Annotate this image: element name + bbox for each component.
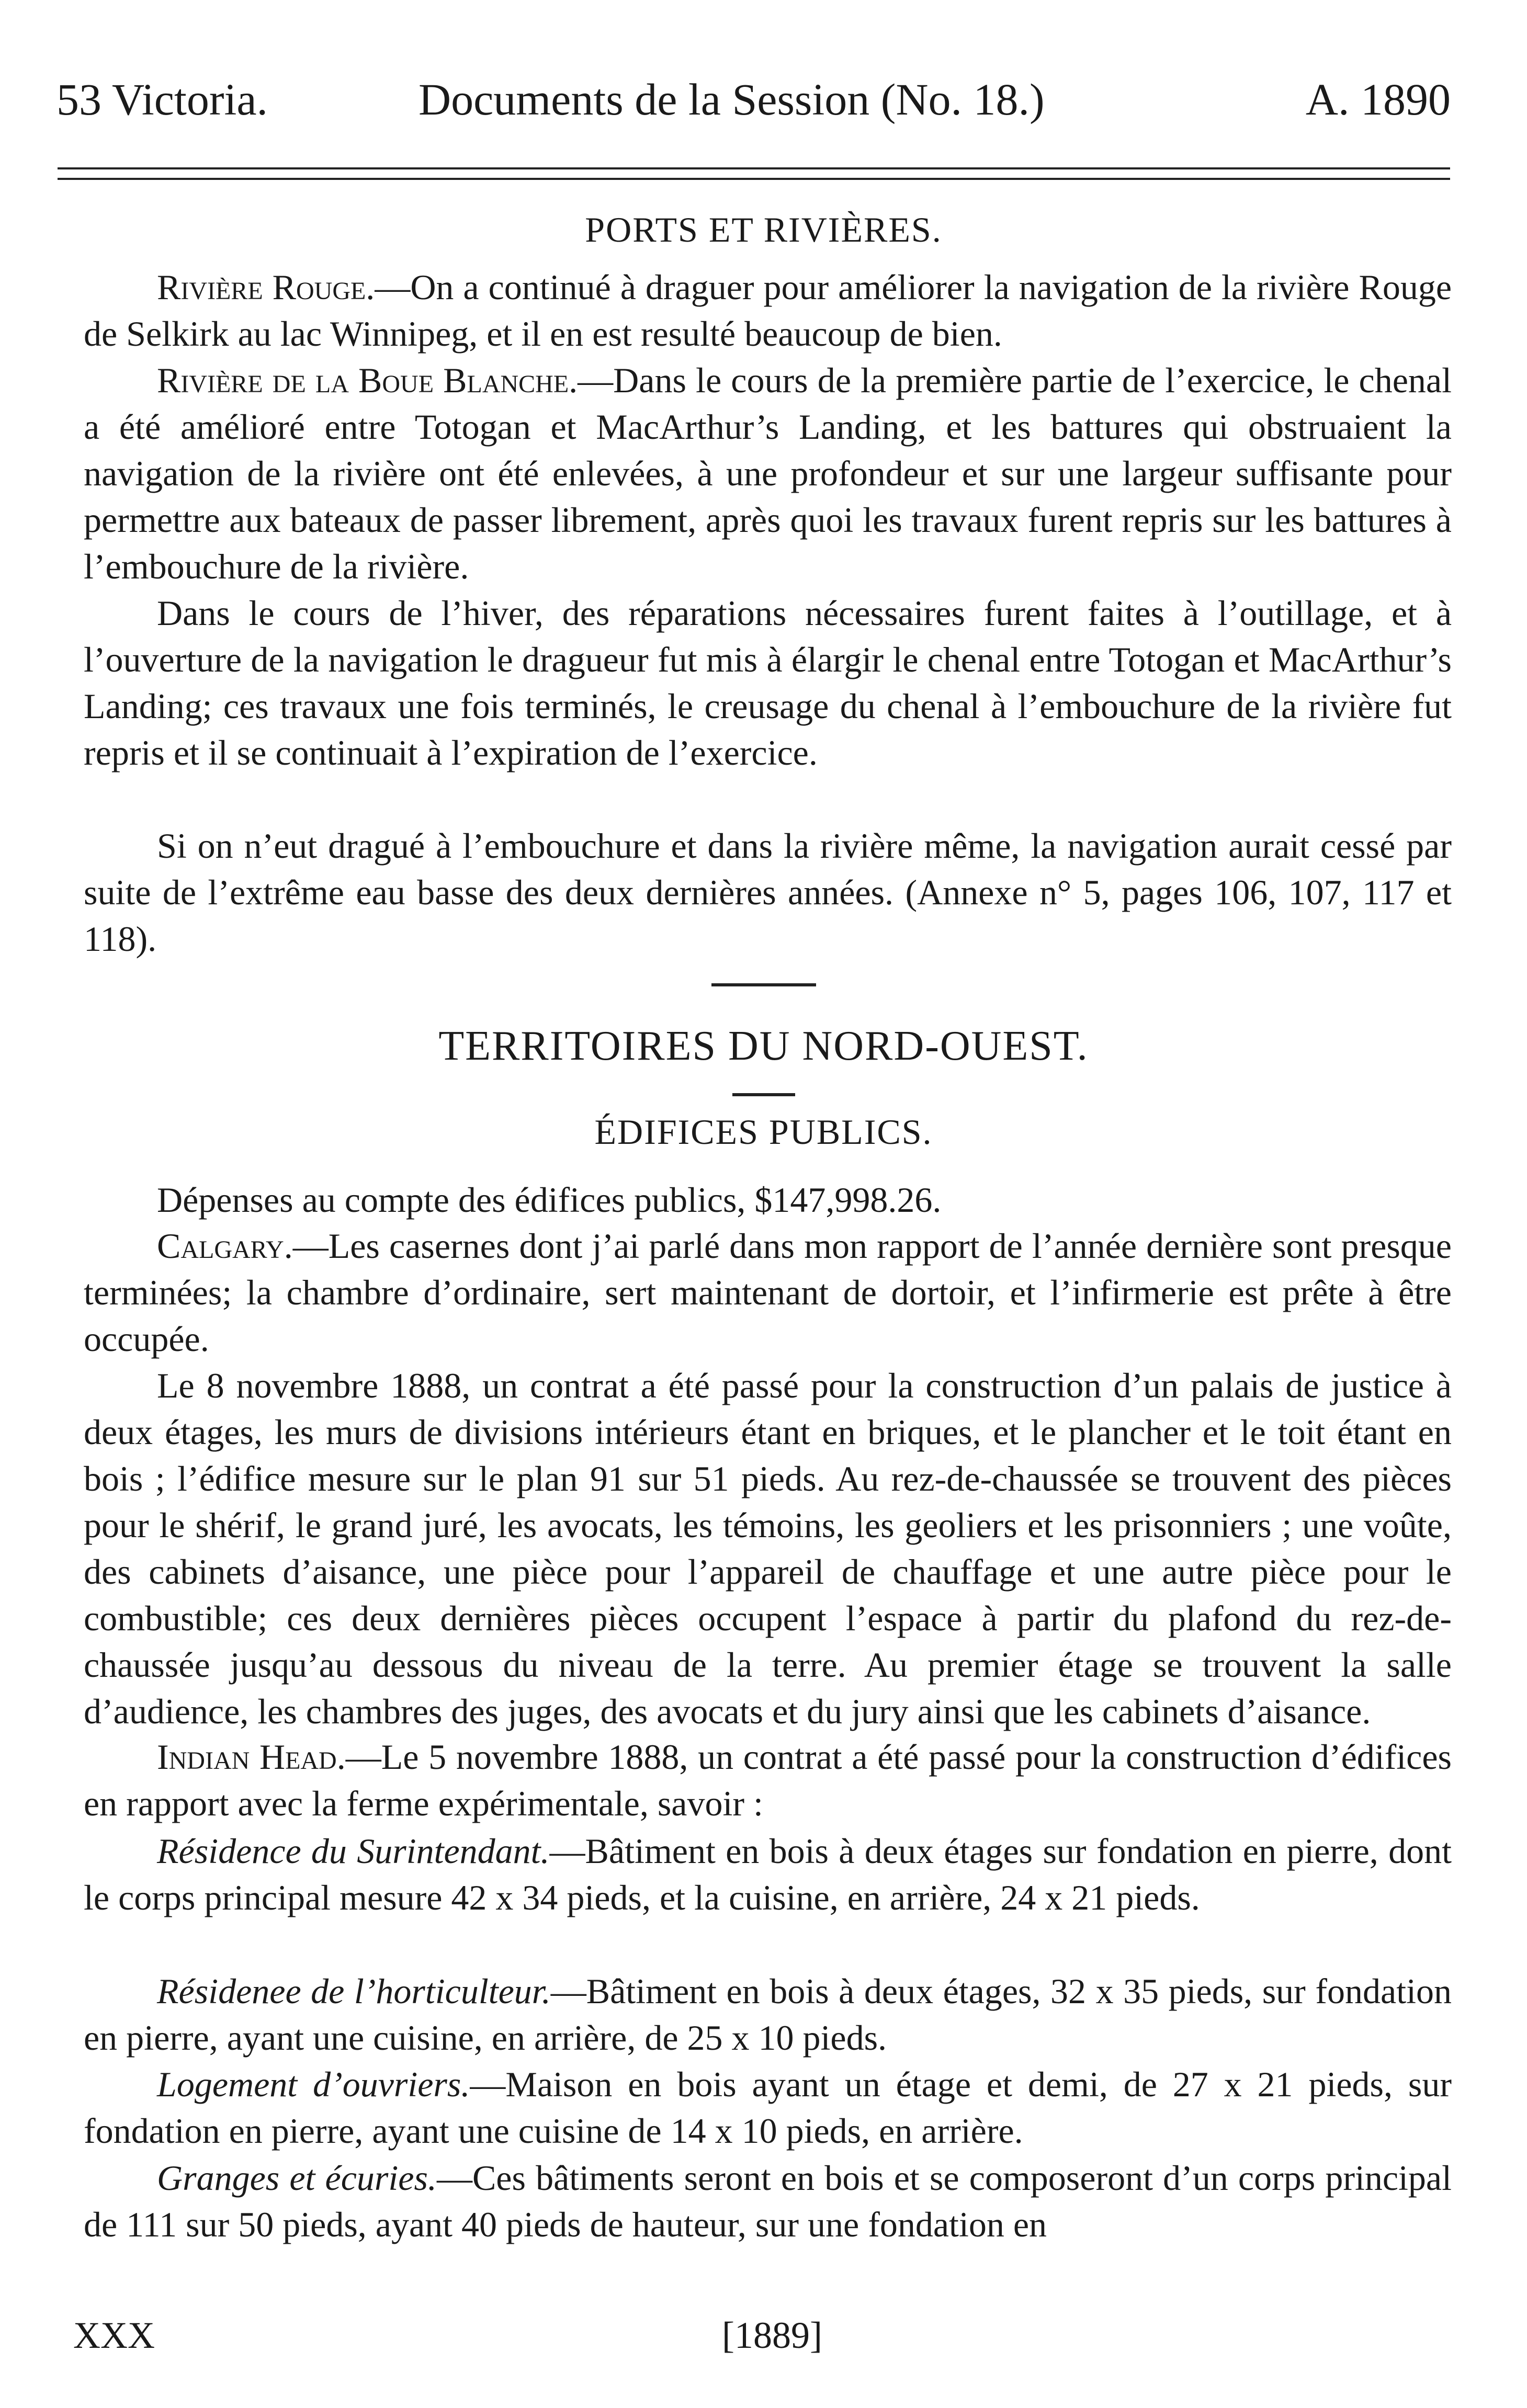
header-rule-bottom <box>58 178 1450 180</box>
page-header <box>56 71 1451 128</box>
paragraph-riviere-rouge <box>84 264 1452 357</box>
paragraph-text: —Dans le cours de la première partie de l’exercice, le chenal a été amélioré entre Totogan et MacArthur’s Landing, et les battures qui obstruaient la navigation de la rivière ont été enlevées, à une profondeur et sur une largeur suffisante pour permettre aux bateaux de passer librement, après quoi les travaux furent repris sur les battures à l’embouchure de la rivière. <box>84 360 1452 586</box>
paragraph-text: —Bâtiment en bois à deux étages, 32 x 35 pieds, sur fondation en pierre, ayant une cuisine, en arrière, de 25 x 10 pieds. <box>84 1971 1452 2058</box>
paragraph-residence-surintendant <box>84 1828 1452 1921</box>
paragraph-contrat-palais: Le 8 novembre 1888, un contrat a été passé pour la construction d’un palais de justice à deux étages, les murs de divisions intérieurs étant en briques, et le plancher et le toit étant en bois ; l’édifice mesure sur le plan 91 sur 51 pieds. Au rez-de-chaussée se trouvent des pièces pour le shérif, le grand juré, les avocats, les témoins, les geoliers et les prisonniers ; une voûte, des cabinets d’aisance, une pièce pour l’appareil de chauffage et une autre pièce pour le combustible; ces deux dernières pièces occupent l’espace à partir du plafond du rez-de-chaussée jusqu’au dessous du niveau de la terre. Au premier étage se trouvent la salle d’audience, les chambres des juges, des avocats et du jury ainsi que les cabinets d’aisance. <box>84 1366 1452 1731</box>
paragraph-granges <box>84 2155 1452 2248</box>
header-volume: 53 Victoria. <box>56 74 268 124</box>
run-in-head: Granges et écuries. <box>157 2158 437 2198</box>
paragraph-text: —Le 5 novembre 1888, un contrat a été passé pour la construction d’édifices en rapport avec la ferme expérimentale, savoir : <box>84 1737 1452 1823</box>
paragraph-boue-blanche <box>84 357 1452 590</box>
paragraph-text: —Les casernes dont j’ai parlé dans mon rapport de l’année dernière sont presque terminées; la chambre d’ordinaire, sert maintenant de dortoir, et l’infirmerie est prête à être occupée. <box>84 1226 1452 1359</box>
paragraph-text: —Ces bâtiments seront en bois et se composeront d’un corps principal de 111 sur 50 pieds, ayant 40 pieds de hauteur, sur une fondation en <box>84 2158 1452 2244</box>
paragraph-depenses: Dépenses au compte des édifices publics, $147,998.26. <box>157 1180 942 1220</box>
paragraph-dragage: Si on n’eut dragué à l’embouchure et dans la rivière même, la navigation aurait cessé par suite de l’extrême eau basse des deux dernières années. (Annexe n° 5, pages 106, 107, 117 et 118). <box>84 826 1452 959</box>
footer-signature: XXX <box>73 2314 155 2356</box>
run-in-head: Rivière Rouge. <box>157 267 375 307</box>
paragraph-hiver: Dans le cours de l’hiver, des réparations nécessaires furent faites à l’outillage, et à l’ouverture de la navigation le dragueur fut mis à élargir le chenal entre Totogan et MacArthur’s Landing; ces travaux une fois terminés, le creusage du chenal à l’embouchure de la rivière fut repris et il se continuait à l’expiration de l’exercice. <box>84 593 1452 773</box>
paragraph-logement-ouvriers <box>84 2061 1452 2154</box>
footer-year: [1889] <box>722 2314 822 2356</box>
paragraph-text: —Maison en bois ayant un étage et demi, de 27 x 21 pieds, sur fondation en pierre, ayant une cuisine de 14 x 10 pieds, en arrière. <box>84 2064 1452 2151</box>
run-in-head: Calgary. <box>157 1226 293 1266</box>
paragraph-text: —Bâtiment en bois à deux étages sur fondation en pierre, dont le corps principal mesure 42 x 34 pieds, et la cuisine, en arrière, 24 x 21 pieds. <box>84 1831 1452 1917</box>
run-in-head: Résidenee de l’horticulteur. <box>157 1971 551 2011</box>
run-in-head: Rivière de la Boue Blanche. <box>157 360 578 400</box>
paragraph-calgary <box>84 1223 1452 1362</box>
run-in-head: Indian Head. <box>157 1737 346 1777</box>
paragraph-text: —On a continué à draguer pour améliorer la navigation de la rivière Rouge de Selkirk au lac Winnipeg, et il en est resulté beaucoup de bien. <box>84 267 1452 354</box>
paragraph-indian-head <box>84 1734 1452 1827</box>
header-title: Documents de la Session (No. 18.) <box>418 74 1045 124</box>
paragraph-residence-horticulteur <box>84 1968 1452 2061</box>
section-title-territoires: TERRITOIRES DU NORD-OUEST. <box>438 1023 1089 1069</box>
subsection-divider <box>732 1093 795 1096</box>
section-divider <box>711 983 816 986</box>
run-in-head: Résidence du Surintendant. <box>157 1831 550 1871</box>
run-in-head: Logement d’ouvriers. <box>157 2064 470 2104</box>
header-year: A. 1890 <box>1305 74 1451 124</box>
section-title-edifices: ÉDIFICES PUBLICS. <box>594 1112 933 1152</box>
section-title-ports: PORTS ET RIVIÈRES. <box>585 210 942 249</box>
header-rule-top <box>58 167 1450 169</box>
